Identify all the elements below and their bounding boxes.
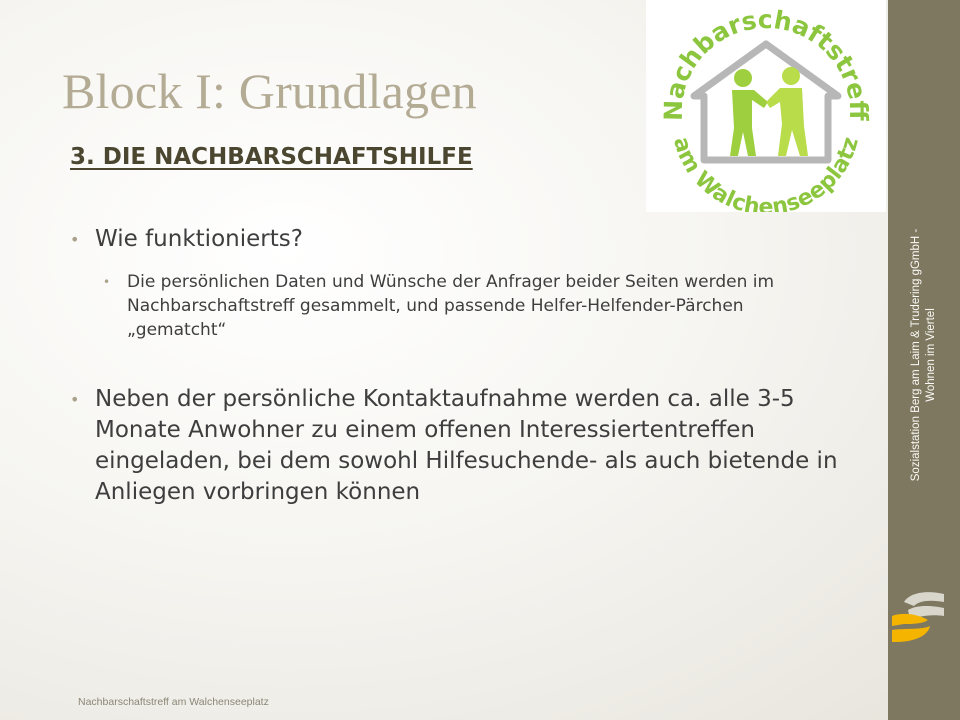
slide-subtitle: 3. DIE NACHBARSCHAFTSHILFE <box>70 144 473 170</box>
sidebar-line-2: Wohnen im Viertel <box>925 308 937 402</box>
sub-bullet-item <box>103 270 833 342</box>
bullet-item-wie-funktionierts <box>70 224 810 255</box>
helping-hands-icon <box>888 582 952 652</box>
slide-footer: Nachbarschaftstreff am Walchenseeplatz <box>78 696 269 708</box>
sidebar-line-1: Sozialstation Berg am Laim & Trudering gGmbH - <box>910 228 922 482</box>
person-right-figure <box>766 67 808 156</box>
bullet-marker: • <box>70 230 80 249</box>
slide-title: Block I: Grundlagen <box>62 63 477 119</box>
bullet-marker: • <box>70 390 80 409</box>
logo-bottom-text: am Walchenseeplatz <box>668 134 864 212</box>
bullet-text: Wie funktionierts? <box>95 226 303 252</box>
bullet-item-kontaktaufnahme <box>70 384 850 508</box>
logo-top-text: Nachbarschaftstreff <box>658 4 874 122</box>
sub-bullet-text: Die persönlichen Daten und Wünsche der Anfrager beider Seiten werden im Nachbarschaftstreff gesammelt, und passende Helfer-Helfender-Pärchen „gematcht“ <box>127 272 775 340</box>
nachbarschaftstreff-logo <box>646 0 886 212</box>
person-left-figure <box>730 69 768 156</box>
sidebar-organization-text <box>909 175 939 535</box>
bullet-marker: • <box>103 275 111 289</box>
bullet-text: Neben der persönliche Kontaktaufnahme werden ca. alle 3-5 Monate Anwohner zu einem offenen Interessiertentreffen eingeladen, bei dem sowohl Hilfesuchende- als auch bietende in Anliegen vorbringen können <box>95 386 838 505</box>
